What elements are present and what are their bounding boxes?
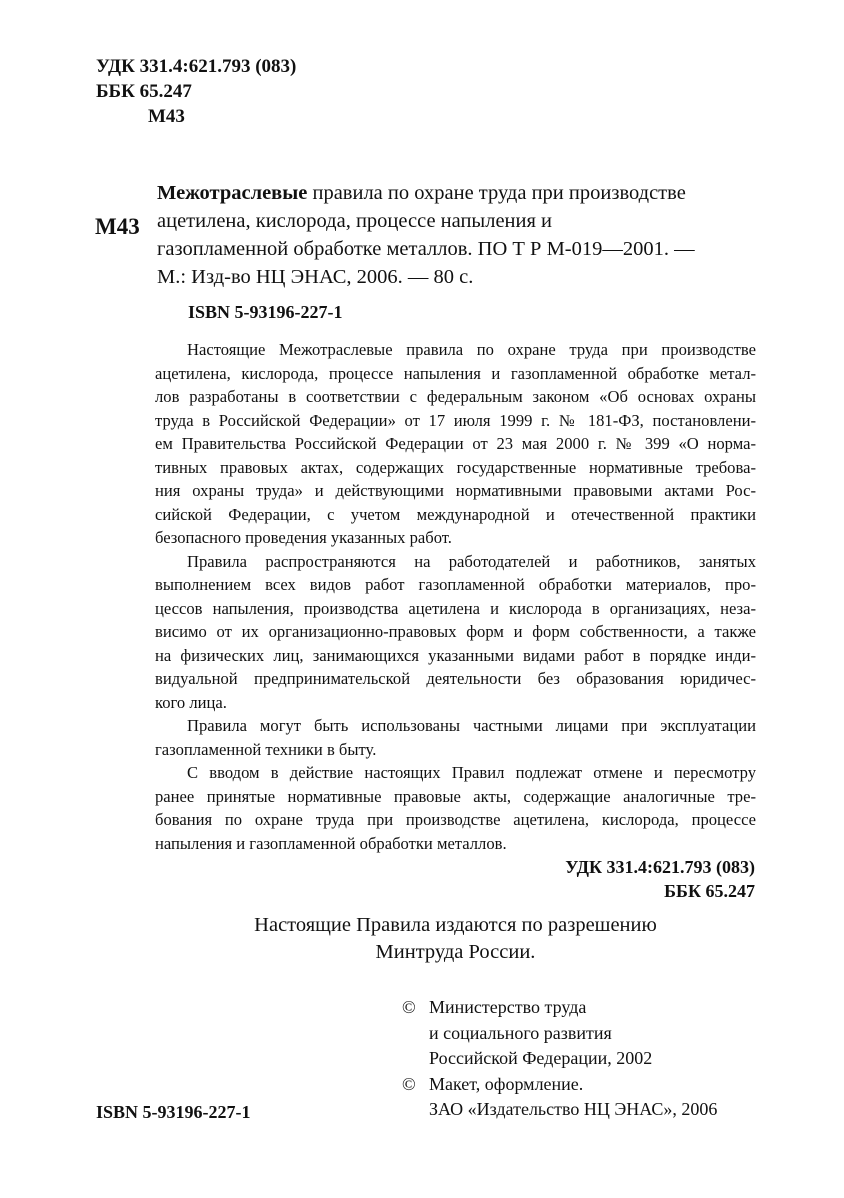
paragraph-line: цессов напыления, производства ацетилена и кислорода в организациях, неза- xyxy=(155,598,756,618)
biblio-title-bold: Межотраслевые xyxy=(157,182,308,204)
paragraph-line: на физических лиц, занимающихся указанными видами работ в порядке инди- xyxy=(155,645,756,665)
paragraph-line: Настоящие Межотраслевые правила по охране труда при производстве xyxy=(187,340,756,359)
paragraph-line: напыления и газопламенной обработки металлов. xyxy=(155,833,507,853)
catalog-isbn: ISBN 5-93196-227-1 xyxy=(188,302,343,322)
copyright-icon: © xyxy=(402,1073,416,1094)
paragraph-line: выполнением всех видов работ газопламенной обработки материалов, про- xyxy=(155,575,756,594)
bbk-code: ББК 65.247 xyxy=(664,881,755,901)
copyright-icon: © xyxy=(402,997,416,1017)
permission-line: Настоящие Правила издаются по разрешению xyxy=(254,914,657,936)
paragraph-line: тивных правовых актах, содержащих государственные нормативные требова- xyxy=(155,457,756,477)
copyright-block xyxy=(402,995,717,1123)
paragraph-line: Правила могут быть использованы частными лицами при эксплуатации xyxy=(187,716,756,735)
copyright-entry xyxy=(402,1072,717,1098)
paragraph-line: лов разработаны в соответствии с федеральным законом «Об основах охраны xyxy=(155,387,756,406)
annotation-paragraph xyxy=(155,761,756,855)
paragraph-line: ранее принятые нормативные правовые акты, содержащие аналогичные тре- xyxy=(155,786,756,806)
biblio-line xyxy=(157,179,695,207)
annotation-paragraph xyxy=(155,550,756,715)
paragraph-line: С вводом в действие настоящих Правил подлежат отмене и пересмотру xyxy=(187,763,756,782)
biblio-line: ацетилена, кислорода, процессе напыления и xyxy=(157,210,553,232)
annotation-paragraph xyxy=(155,714,756,761)
copyright-line: и социального развития xyxy=(429,1022,612,1043)
annotation xyxy=(155,338,756,855)
udk-code: УДК 331.4:621.793 (083) xyxy=(565,857,755,877)
copyright-entry xyxy=(402,995,717,1021)
author-sign: М43 xyxy=(148,106,185,127)
paragraph-line: висимо от их организационно-правовых форм и форм собственности, а также xyxy=(155,622,756,641)
copyright-line: Макет, оформление. xyxy=(429,1073,584,1094)
paragraph-line: безопасного проведения указанных работ. xyxy=(155,528,452,547)
top-classification-codes xyxy=(96,54,296,129)
paragraph-line: труда в Российской Федерации» от 17 июля 1999 г. № 181-ФЗ, постановлени- xyxy=(155,410,756,430)
biblio-line-text: правила по охране труда при производстве xyxy=(307,182,686,204)
paragraph-line: Правила распространяются на работодателей и работников, занятых xyxy=(187,551,756,571)
paragraph-line: ния охраны труда» и действующими нормативными правовыми актами Рос- xyxy=(155,481,756,500)
bbk-code: ББК 65.247 xyxy=(96,81,192,102)
paragraph-line: видуальной предпринимательской деятельности без образования юридичес- xyxy=(155,669,756,688)
copyright-line: Российской Федерации, 2002 xyxy=(429,1048,653,1069)
catalog-author-sign: М43 xyxy=(95,214,140,239)
copyright-line: Министерство труда xyxy=(429,997,587,1017)
paragraph-line: кого лица. xyxy=(155,692,227,712)
right-classification-codes xyxy=(565,855,755,903)
bibliographic-description xyxy=(157,179,695,291)
permission-line: Минтруда России. xyxy=(375,941,536,963)
paragraph-line: бования по охране труда при производстве ацетилена, кислорода, процессе xyxy=(155,810,756,829)
bottom-isbn: ISBN 5-93196-227-1 xyxy=(96,1102,251,1122)
biblio-line: газопламенной обработке металлов. ПО Т Р М-019—2001. — xyxy=(157,238,695,260)
paragraph-line: ацетилена, кислорода, процессе напыления и газопламенной обработке метал- xyxy=(155,363,756,383)
paragraph-line: сийской Федерации, с учетом международной и отечественной практики xyxy=(155,504,756,524)
annotation-paragraph xyxy=(155,338,756,550)
copyright-line: ЗАО «Издательство НЦ ЭНАС», 2006 xyxy=(429,1099,718,1120)
udk-code: УДК 331.4:621.793 (083) xyxy=(96,56,297,77)
biblio-line: М.: Изд-во НЦ ЭНАС, 2006. — 80 с. xyxy=(157,266,474,288)
paragraph-line: газопламенной техники в быту. xyxy=(155,739,377,759)
permission-note xyxy=(0,912,844,966)
paragraph-line: ем Правительства Российской Федерации от 23 мая 2000 г. № 399 «О норма- xyxy=(155,434,756,453)
